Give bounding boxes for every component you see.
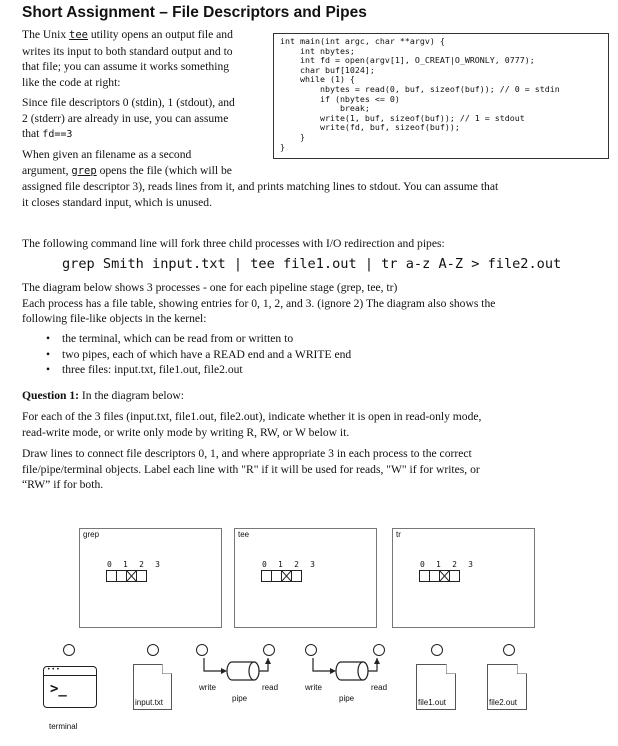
code-line: write(fd, buf, sizeof(buf)); xyxy=(280,122,460,133)
question-para-1: For each of the 3 files (input.txt, file1.out, file2.out), indicate whether it is open in read-only mode, read-write mode, or write only mode by writing R, RW, or W below it. xyxy=(22,410,482,439)
pipe1-write-connector[interactable] xyxy=(196,644,208,656)
pipe2-read-label: read xyxy=(371,683,388,692)
fd-table xyxy=(261,570,302,582)
process-label: grep xyxy=(83,530,100,539)
file1-icon xyxy=(416,664,456,710)
pipe1-write-label: write xyxy=(199,683,216,692)
code-line: int fd = open(argv[1], O_CREAT|O_WRONLY, 0777); xyxy=(280,55,535,66)
command-line: grep Smith input.txt | tee file1.out | tr a-z A-Z > file2.out xyxy=(62,256,562,272)
input-file-connector[interactable] xyxy=(147,644,159,656)
code-line: char buf[1024]; xyxy=(280,64,375,75)
code-line: if (nbytes <= 0) xyxy=(280,93,400,104)
list-item: • the terminal, which can be read from or written to xyxy=(22,331,582,347)
input-file-icon xyxy=(133,664,172,710)
code-line: int nbytes; xyxy=(280,45,355,56)
code-line: break; xyxy=(280,103,370,114)
terminal-prompt: >_ xyxy=(50,681,67,697)
pipe2-write-label: write xyxy=(305,683,322,692)
terminal-label: terminal xyxy=(49,722,78,731)
fd-numbers: 0 1 2 3 xyxy=(420,560,477,569)
file1-label: file1.out xyxy=(418,698,447,707)
process-tee xyxy=(234,528,377,628)
intro-paragraph: The Unix tee utility opens an output file and writes its input to both standard output and to that file; you can assume it works something like the code at right: xyxy=(22,28,233,89)
fd-numbers: 0 1 2 3 xyxy=(262,560,319,569)
file2-icon xyxy=(487,664,527,710)
pipe1-read-connector[interactable] xyxy=(263,644,275,656)
input-file-label: input.txt xyxy=(135,698,164,707)
fd-3-cell[interactable] xyxy=(449,570,460,582)
code-line: write(1, buf, sizeof(buf)); // 1 = stdout xyxy=(280,112,525,123)
pipe2-read-connector[interactable] xyxy=(373,644,385,656)
grep-word: grep xyxy=(71,164,97,177)
code-line: while (1) { xyxy=(280,74,355,85)
question-heading: Question 1: In the diagram below: xyxy=(22,389,184,402)
terminal-connector[interactable] xyxy=(63,644,75,656)
code-line: } xyxy=(280,131,305,142)
pipeline-intro: The following command line will fork three child processes with I/O redirection and pipes: xyxy=(22,237,445,250)
file2-connector[interactable] xyxy=(503,644,515,656)
code-line: int main(int argc, char **argv) { xyxy=(280,36,445,46)
question-para-2: Draw lines to connect file descriptors 0, 1, and where appropriate 3 in each process to the correct file/pipe/terminal objects. Label each line with "R" if it will be used for reads, "W" if for writes, or “RW” if for both. xyxy=(22,447,480,491)
pipe2-write-connector[interactable] xyxy=(305,644,317,656)
page-title: Short Assignment – File Descriptors and Pipes xyxy=(22,4,367,21)
fd-paragraph: Since file descriptors 0 (stdin), 1 (stdout), and 2 (stderr) are already in use, you can assume that fd==3 xyxy=(22,96,235,140)
code-line: nbytes = read(0, buf, sizeof(buf)); // 0 = stdin xyxy=(280,83,560,94)
code-box xyxy=(273,33,609,159)
fd-3-cell[interactable] xyxy=(136,570,147,582)
list-item: • two pipes, each of which have a READ end and a WRITE end xyxy=(22,347,582,363)
process-grep xyxy=(79,528,222,628)
list-item: • three files: input.txt, file1.out, file2.out xyxy=(22,362,582,378)
file2-label: file2.out xyxy=(489,698,518,707)
file1-connector[interactable] xyxy=(431,644,443,656)
tee-word: tee xyxy=(69,29,88,41)
process-tr xyxy=(392,528,535,628)
process-label: tr xyxy=(396,530,401,539)
pipe2-label: pipe xyxy=(339,694,355,703)
code-line: } xyxy=(280,141,285,152)
terminal-icon: ••• >_ xyxy=(43,666,97,708)
fd-numbers: 0 1 2 3 xyxy=(107,560,164,569)
process-label: tee xyxy=(238,530,250,539)
fd-3-cell[interactable] xyxy=(291,570,302,582)
pipe1-read-label: read xyxy=(262,683,279,692)
diagram-intro: The diagram below shows 3 processes - one for each pipeline stage (grep, tee, tr) Each process has a file table, showing entries for 0, 1, 2, and 3. (ignore 2) The diagram also shows the following file-like objects in the kernel: xyxy=(22,281,496,325)
fd-table xyxy=(106,570,147,582)
kernel-objects-list xyxy=(22,331,582,378)
grep-paragraph: When given an filename as a second argument, grep opens the file (which will be assigned file descriptor 3), reads lines from it, and prints matching lines to stdout. You can assume that it closes standard input, which is unused. xyxy=(22,148,499,209)
pipe1-label: pipe xyxy=(232,694,248,703)
fd-table xyxy=(419,570,460,582)
